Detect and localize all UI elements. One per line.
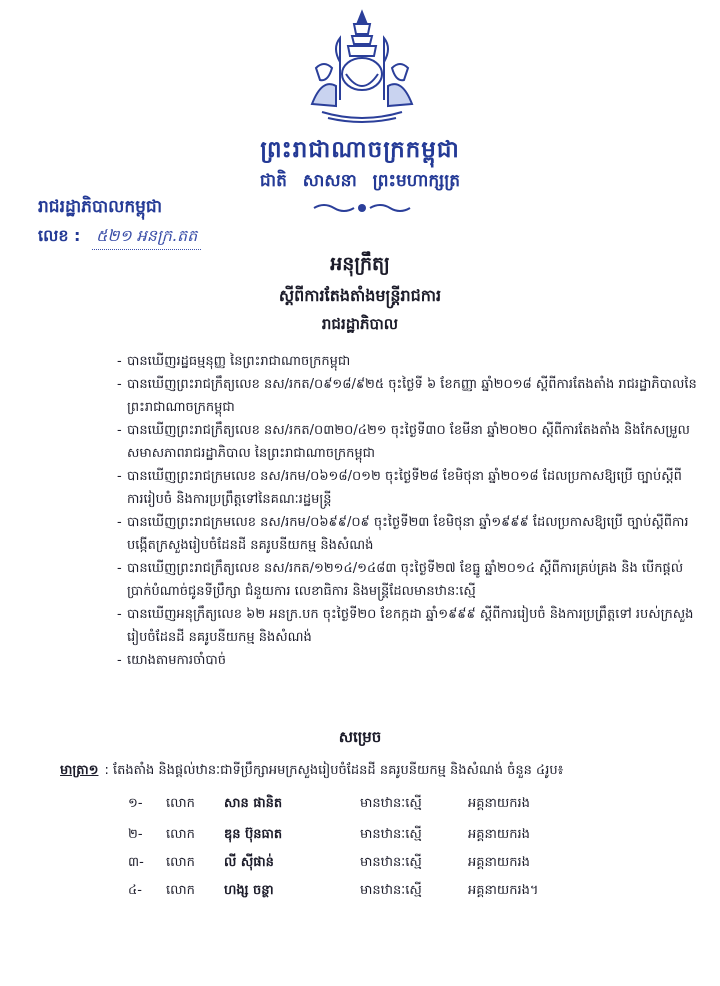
appointee-position: អគ្គនាយករង។ <box>468 883 539 898</box>
preamble-list <box>117 350 697 672</box>
appointee-number: ២- <box>128 827 143 842</box>
article-1 <box>60 762 700 781</box>
appointee-name: ឌុន ប៊ុនធាត <box>224 827 283 842</box>
decision-heading: សម្រេច <box>338 728 382 746</box>
appointee-position: អគ្គនាយករង <box>468 855 530 870</box>
preamble-item: - បានឃើញព្រះរាជក្រឹត្យលេខ នស/រកត/១២១៤/១៤៨៣ ចុះថ្ងៃទី២៧ ខែធ្នូ ឆ្នាំ២០១៤ ស្តីពីការគ្រប់គ្រង និង បើកផ្តល់ប្រាក់បំណាច់ជូនទីប្រឹក្សា ជំនួយការ លេខាធិការ និងមន្ត្រីដែលមានឋានៈស្មើ <box>117 557 697 603</box>
appointee-name: លី ស៊ីផាន់ <box>224 855 274 870</box>
document-issuer: រាជរដ្ឋាភិបាល <box>321 315 399 333</box>
appointee-name: សាន ផានិត <box>224 796 283 811</box>
ornament-divider-icon <box>310 200 414 216</box>
appointee-honorific: លោក <box>166 796 195 811</box>
appointee-row <box>128 854 688 876</box>
document-subject: ស្តីពីការតែងតាំងមន្ត្រីរាជការ <box>278 286 442 305</box>
article-text: : តែងតាំង និងផ្តល់ឋានៈជាទីប្រឹក្សាអមក្រសួងរៀបចំដែនដី នគរូបនីយកម្ម និងសំណង់ ចំនួន ៤រូប៖ <box>104 763 564 778</box>
appointee-number: ៤- <box>128 883 142 898</box>
number-value: ៥២១ អនក្រ.តត <box>92 225 201 250</box>
government-name: រាជរដ្ឋាភិបាលកម្ពុជា <box>38 197 163 217</box>
kingdom-heading: ព្រះរាជាណាចក្រកម្ពុជា <box>260 137 460 163</box>
article-label: មាត្រា១ <box>60 763 99 778</box>
appointee-honorific: លោក <box>166 827 195 842</box>
preamble-item: - បានឃើញព្រះរាជក្រមលេខ នស/រកម/០៦៩៩/០៩ ចុះថ្ងៃទី២៣ ខែមិថុនា ឆ្នាំ១៩៩៩ ដែលប្រកាសឱ្យប្រើ ច្បាប់ស្តីពីការបង្កើតក្រសួងរៀបចំដែនដី នគរូបនីយកម្ម និងសំណង់ <box>117 511 697 557</box>
appointee-row <box>128 826 688 848</box>
national-motto: ជាតិ សាសនា ព្រះមហាក្សត្រ <box>259 171 461 191</box>
preamble-item: - បានឃើញអនុក្រឹត្យលេខ ៦២ អនក្រ.បក ចុះថ្ងៃទី២០ ខែកក្កដា ឆ្នាំ១៩៩៩ ស្តីពីការរៀបចំ និងការប្រព្រឹត្តទៅ របស់ក្រសួងរៀបចំដែនដី នគរូបនីយកម្ម និងសំណង់ <box>117 603 697 649</box>
number-label: លេខ : <box>38 226 81 245</box>
appointee-rank: មានឋានៈស្មើ <box>360 827 422 842</box>
preamble-item: - បានឃើញរដ្ឋធម្មនុញ្ញ នៃព្រះរាជាណាចក្រកម្ពុជា <box>117 350 697 373</box>
document-type: អនុក្រឹត្យ <box>330 253 390 275</box>
appointee-rank: មានឋានៈស្មើ <box>360 855 422 870</box>
royal-emblem-icon <box>302 8 422 126</box>
appointee-row <box>128 882 688 904</box>
preamble-item: - បានឃើញព្រះរាជក្រមលេខ នស/រកម/០៦១៨/០១២ ចុះថ្ងៃទី២៨ ខែមិថុនា ឆ្នាំ២០១៨ ដែលប្រកាសឱ្យប្រើ ច្បាប់ស្តីពីការរៀបចំ និងការប្រព្រឹត្តទៅនៃគណៈរដ្ឋមន្ត្រី <box>117 465 697 511</box>
appointee-honorific: លោក <box>166 883 195 898</box>
appointee-honorific: លោក <box>166 855 195 870</box>
appointee-position: អគ្គនាយករង <box>468 827 530 842</box>
preamble-item: - យោងតាមការចាំបាច់ <box>117 649 697 672</box>
preamble-item: - បានឃើញព្រះរាជក្រឹត្យលេខ នស/រកត/០៩១៨/៩២៥ ចុះថ្ងៃទី ៦ ខែកញ្ញា ឆ្នាំ២០១៨ ស្តីពីការតែងតាំង រាជរដ្ឋាភិបាលនៃព្រះរាជាណាចក្រកម្ពុជា <box>117 373 697 419</box>
appointee-rank: មានឋានៈស្មើ <box>360 883 422 898</box>
appointee-number: ១- <box>128 796 143 811</box>
appointee-number: ៣- <box>128 855 144 870</box>
appointee-position: អគ្គនាយករង <box>468 796 530 811</box>
preamble-item: - បានឃើញព្រះរាជក្រឹត្យលេខ នស/រកត/០៣២០/៤២១ ចុះថ្ងៃទី៣០ ខែមីនា ឆ្នាំ២០២០ ស្តីពីការតែងតាំង និងកែសម្រួលសមាសភាពរាជរដ្ឋាភិបាល នៃព្រះរាជាណាចក្រកម្ពុជា <box>117 419 697 465</box>
appointee-row <box>128 795 688 817</box>
appointee-rank: មានឋានៈស្មើ <box>360 796 422 811</box>
document-number <box>38 225 201 250</box>
appointee-name: ហង្ស ចន្ថា <box>224 883 274 898</box>
